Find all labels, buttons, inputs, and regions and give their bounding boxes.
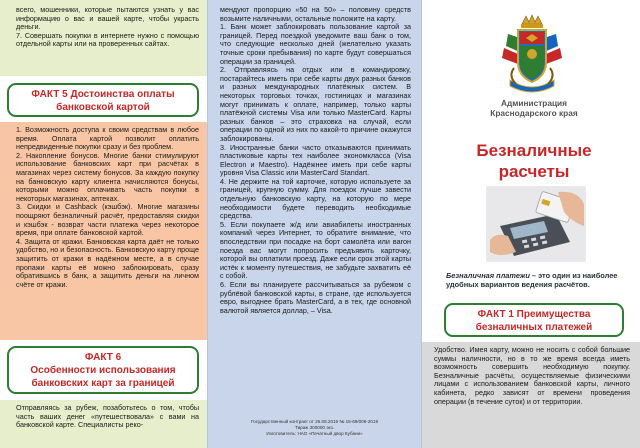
fact6-title-line2: Особенности использования	[30, 365, 176, 376]
fact5-text: 1. Возможность доступа к своим средствам в любое время. Оплата картой позволит оплатить непредвиденные покупки сразу и без проблем. 2. Накопление бонусов. Многие банки стимулируют использование банковских карт при расчётах в магазинах через систему бонусов. За каждую покупку на банковскую карту клиента начисляются бонусы, которыми можно оплачивать часть покупки в некоторых магазинах, аптеках. 3. Скидки и Cashback (кэшбэк). Многие магазины поощряют безналичный расчёт, предоставляя скидки и кэшбэк - возврат части платежа через некоторое время, при оплате банковской картой. 4. Защита от кражи. Банковская карта даёт не только удобство, но и безопасность. Банковскую карту проще защитить от кражи в надёжном месте, а в случае пропажи карты её можно заблокировать, сразу обратившись в банк, а защитить деньги на личном счёте от кражи.	[16, 125, 199, 289]
admin-line1: Администрация	[500, 98, 567, 108]
intro-subtitle	[446, 271, 622, 289]
imprint-maker: Изготовитель: НАО «Печатный двор Кубани»	[266, 431, 363, 436]
fact5-title-line1: ФАКТ 5 Достоинства оплаты	[31, 89, 175, 100]
brochure-title	[468, 140, 600, 182]
middle-text-block	[208, 0, 421, 315]
intro-block	[0, 0, 207, 76]
title-line2: расчеты	[498, 162, 570, 181]
fact5-title-line2: банковской картой	[56, 102, 150, 113]
fact6-text: Отправляясь за рубеж, позаботьтесь о том, чтобы часть ваших денег «путешествовала» с вами на банковской карте. Специалисты реко-	[16, 403, 199, 430]
title-line1: Безналичные	[476, 141, 592, 160]
administration-label	[470, 98, 598, 118]
fact6-heading	[7, 346, 199, 394]
fact6-title-line1: ФАКТ 6	[84, 352, 122, 363]
intro-text: всего, мошенники, которые пытаются узнать у вас информацию о вас и вашей карте, чтобы украсть деньги. 7. Совершать покупки в интернете нужно с помощью отдельной карты или на проверенных сайтах.	[16, 5, 199, 49]
fact1-title-line1: ФАКТ 1 Преимущества	[477, 309, 591, 320]
fact1-title-line2: безналичных платежей	[475, 322, 593, 333]
fact1-block	[422, 342, 640, 448]
fact5-heading	[7, 83, 199, 117]
left-panel	[0, 0, 207, 448]
subtitle-emphasis: Безналичная платежи	[446, 271, 530, 280]
coat-of-arms-icon	[496, 14, 568, 96]
card-terminal-photo	[486, 186, 586, 262]
admin-line2: Краснодарского края	[490, 108, 578, 118]
fact1-text: Удобство. Имея карту, можно не носить с собой большие суммы наличности, но в то же время всегда иметь возможность совершить необходимую покупку. Безналичные расчёты, осуществляемые физическими лицами с использованием банковской карты, личного кабинета, редко зависят от времени проведения операции (в течение суток) и от территории.	[434, 345, 630, 406]
fact5-block	[0, 122, 207, 340]
subtitle-rest: – это один из наиболее удобных вариантов ведения расчётов.	[446, 271, 618, 289]
fact1-heading	[444, 303, 624, 337]
imprint-contract: Государственный контракт от 26.08.2019 № 15-69/006-2019	[250, 419, 379, 424]
fact6-title-line3: банковских карт за границей	[31, 378, 175, 389]
imprint	[208, 419, 421, 437]
fact6-block	[0, 400, 207, 448]
middle-text: мендуют пропорцию «50 на 50» – половину средств возьмите наличными, остальные положите на карту. 1. Банк может заблокировать пользование картой за границей. Перед поездкой уведомите ваш банк о том, что следующие несколько дней (желательно указать точные сроки пребывания) по карте будут совершаться операции за границей. 2. Отправляясь на отдых или в командировку, постарайтесь иметь при себе карты двух разных банков и разных международных платёжных систем. В некоторых торговых точках, гостиницах и магазинах могут принимать к оплате, например, только карты платёжной системы Visa или только MasterCard. Карты разных банков – это страховка на случай, если операции по одной из них по какой-то причине окажутся заблокированы. 3. Иностранные банки часто отказываются принимать пластиковые карты тех наиболее экономкласса (Visa Electron и Maestro). Надёжнее иметь при себе карты уровня Visa Classic или MasterCard Standart. 4. Не держите на той карточке, которую используете за границей, крупную сумму. Для поездок лучше завести отдельную банковскую карту, на которую по мере необходимости будете переводить необходимые средства. 5. Если покупаете ж/д или авиабилеты иностранных компаний через Интернет, то обратите внимание, что впоследствии при посадке на борт самолёта или вагон поезда вас могут попросить предъявить карточку, которой вы оплатили проезд. Даже если срок этой карты истёк к моменту путешествия, не забудьте захватить её с собой. 6. Если вы планируете рассчитываться за рубежом с рублёвой банковской карты, в стране, где используется евро, выгоднее брать MasterCard, а в тех, где основной валютой является доллар, – Visa.	[220, 5, 411, 315]
imprint-circulation: Тираж 300000 экз.	[294, 425, 335, 430]
middle-panel	[207, 0, 422, 448]
